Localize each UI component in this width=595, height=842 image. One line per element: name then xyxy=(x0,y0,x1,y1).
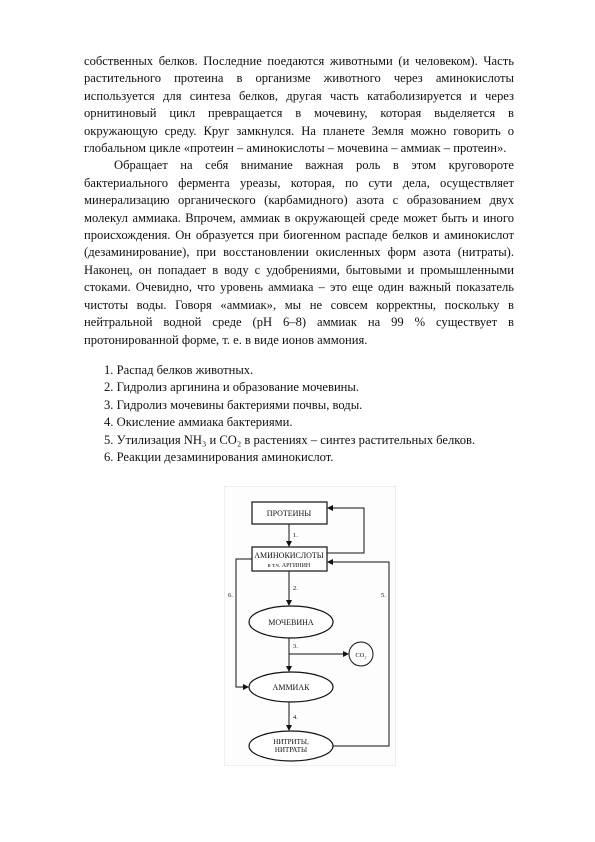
paragraph-2: Обращает на себя внимание важная роль в этом круговороте бактериального фермента уреазы, которая, по сути дела, осуществляет минерализацию органического (карбамидного) азота с образованием двух молекул аммиака. Впрочем, аммиак в окружающей среде может быть и иного происхождения. Он образуется при биогенном распаде белков и аминокислот (дезаминирование), при восстановлении окисленных форм азота (нитраты). Наконец, он попадает в воду с удобрениями, бытовыми и промышленными стоками. Очевидно, что уровень аммиака – это еще один важный показатель чистоты воды. Говоря «аммиак», мы не совсем корректны, поскольку в нейтральной водной среде (рН 6–8) аммиак на 99 % существует в протонированной форме, т. е. в виде ионов аммония. xyxy=(84,158,514,347)
proteins-label: ПРОТЕИНЫ xyxy=(266,509,312,518)
nitrites-label: НИТРИТЫ, xyxy=(273,738,309,746)
step-number: 4. xyxy=(293,714,298,721)
step-number: 5. xyxy=(381,592,386,599)
list-item: 5. Утилизация NH₃ и CO₂ в растениях – синтез растительных белков. xyxy=(104,432,476,447)
list-item: 6. Реакции дезаминирования аминокислот. xyxy=(104,450,334,465)
list-item: 2. Гидролиз аргинина и образование мочевины. xyxy=(104,380,360,395)
co2-label: CO₂ xyxy=(355,652,367,659)
nitrates-label: НИТРАТЫ xyxy=(274,746,308,754)
numbered-list xyxy=(104,362,524,466)
amino-acids-sublabel: в т.ч. АРГИНИН xyxy=(267,563,311,569)
step-number: 2. xyxy=(293,585,298,592)
list-item: 3. Гидролиз мочевины бактериями почвы, воды. xyxy=(104,397,363,412)
ammonia-label: АММИАК xyxy=(272,683,310,692)
nitrogen-cycle-diagram xyxy=(224,486,396,766)
amino-acids-label: АМИНОКИСЛОТЫ xyxy=(254,551,324,560)
urea-label: МОЧЕВИНА xyxy=(268,618,314,627)
step-number: 1. xyxy=(293,532,298,539)
paragraph-1: собственных белков. Последние поедаются животными (и человеком). Часть растительного протеина в организме животного через аминокислоты используется для синтеза белков, другая часть катаболизируется и через орнитиновый цикл превращается в мочевину, которая выделяется в окружающую среду. Круг замкнулся. На планете Земля можно говорить о глобальном цикле «протеин – аминокислоты – мочевина – аммиак – протеин». xyxy=(84,54,514,156)
body-text xyxy=(84,53,514,349)
step-number: 3. xyxy=(293,643,298,650)
list-item: 4. Окисление аммиака бактериями. xyxy=(104,415,293,430)
step-number: 6. xyxy=(228,592,233,599)
list-item: 1. Распад белков животных. xyxy=(104,363,254,377)
